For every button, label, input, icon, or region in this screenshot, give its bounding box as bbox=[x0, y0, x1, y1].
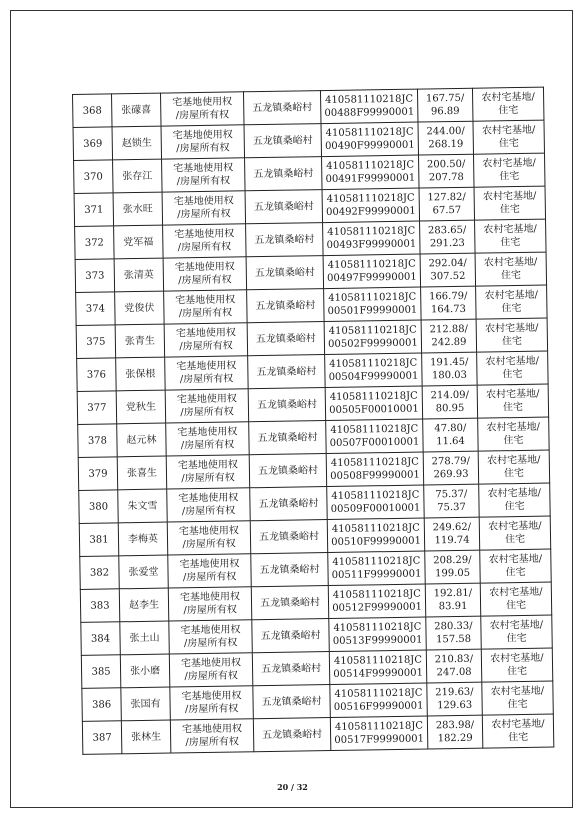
cell-parcel-code: 410581110218JC 00512F99990001 bbox=[328, 584, 426, 619]
cell-owner-name: 张土山 bbox=[120, 621, 170, 655]
cell-usage: 农村宅基地/ 住宅 bbox=[481, 615, 553, 649]
cell-right-type: 宅基地使用权 /房屋所有权 bbox=[166, 455, 250, 489]
registry-table bbox=[72, 87, 554, 755]
cell-usage: 农村宅基地/ 住宅 bbox=[473, 153, 545, 187]
cell-right-type: 宅基地使用权 /房屋所有权 bbox=[163, 224, 247, 258]
cell-right-type: 宅基地使用权 /房屋所有权 bbox=[167, 521, 251, 555]
cell-area: 210.83/ 247.08 bbox=[426, 649, 482, 683]
cell-right-type: 宅基地使用权 /房屋所有权 bbox=[168, 554, 252, 588]
cell-parcel-code: 410581110218JC 00492F99990001 bbox=[322, 188, 420, 223]
cell-usage: 农村宅基地/ 住宅 bbox=[479, 516, 551, 550]
cell-parcel-code: 410581110218JC 00514F99990001 bbox=[329, 650, 427, 685]
cell-number: 386 bbox=[82, 688, 122, 722]
cell-owner-name: 张国有 bbox=[121, 687, 171, 721]
cell-number: 370 bbox=[74, 160, 114, 194]
cell-area: 283.65/ 291.23 bbox=[420, 220, 476, 254]
cell-usage: 农村宅基地/ 住宅 bbox=[481, 648, 553, 682]
cell-number: 372 bbox=[75, 226, 115, 260]
cell-usage: 农村宅基地/ 住宅 bbox=[475, 252, 547, 286]
cell-owner-name: 党俊伏 bbox=[115, 291, 165, 325]
cell-usage: 农村宅基地/ 住宅 bbox=[473, 120, 545, 154]
cell-parcel-code: 410581110218JC 00497F99990001 bbox=[323, 254, 421, 289]
cell-area: 166.79/ 164.73 bbox=[421, 286, 477, 320]
cell-owner-name: 赵元林 bbox=[117, 423, 167, 457]
cell-usage: 农村宅基地/ 住宅 bbox=[480, 549, 552, 583]
cell-usage: 农村宅基地/ 住宅 bbox=[476, 285, 548, 319]
cell-location: 五龙镇桑峪村 bbox=[243, 91, 321, 125]
cell-number: 382 bbox=[80, 556, 120, 590]
cell-owner-name: 张礞喜 bbox=[112, 93, 162, 127]
cell-number: 371 bbox=[74, 193, 114, 227]
cell-parcel-code: 410581110218JC 00508F99990001 bbox=[326, 452, 424, 487]
cell-owner-name: 赵李生 bbox=[119, 588, 169, 622]
cell-location: 五龙镇桑峪村 bbox=[246, 256, 324, 290]
cell-area: 191.45/ 180.03 bbox=[422, 352, 478, 386]
cell-number: 374 bbox=[76, 292, 116, 326]
cell-location: 五龙镇桑峪村 bbox=[248, 355, 326, 389]
cell-parcel-code: 410581110218JC 00517F99990001 bbox=[330, 716, 428, 751]
cell-area: 127.82/ 67.57 bbox=[419, 187, 475, 221]
cell-area: 200.50/ 207.78 bbox=[419, 154, 475, 188]
cell-owner-name: 张清英 bbox=[114, 258, 164, 292]
cell-owner-name: 赵锁生 bbox=[112, 126, 162, 160]
cell-area: 244.00/ 268.19 bbox=[418, 121, 474, 155]
cell-usage: 农村宅基地/ 住宅 bbox=[478, 417, 550, 451]
cell-right-type: 宅基地使用权 /房屋所有权 bbox=[169, 653, 253, 687]
cell-right-type: 宅基地使用权 /房屋所有权 bbox=[164, 323, 248, 357]
cell-parcel-code: 410581110218JC 00505F00010001 bbox=[325, 386, 423, 421]
cell-usage: 农村宅基地/ 住宅 bbox=[478, 450, 550, 484]
cell-parcel-code: 410581110218JC 00516F99990001 bbox=[330, 683, 428, 718]
cell-owner-name: 李梅英 bbox=[118, 522, 168, 556]
cell-number: 373 bbox=[75, 259, 115, 293]
cell-right-type: 宅基地使用权 /房屋所有权 bbox=[162, 158, 246, 192]
cell-parcel-code: 410581110218JC 00504F99990001 bbox=[325, 353, 423, 388]
cell-area: 219.63/ 129.63 bbox=[427, 682, 483, 716]
cell-parcel-code: 410581110218JC 00507F00010001 bbox=[326, 419, 424, 454]
cell-location: 五龙镇桑峪村 bbox=[247, 322, 325, 356]
cell-area: 249.62/ 119.74 bbox=[424, 517, 480, 551]
cell-number: 380 bbox=[79, 490, 119, 524]
cell-location: 五龙镇桑峪村 bbox=[251, 553, 329, 587]
cell-location: 五龙镇桑峪村 bbox=[244, 124, 322, 158]
cell-owner-name: 党军福 bbox=[114, 225, 164, 259]
cell-parcel-code: 410581110218JC 00509F00010001 bbox=[327, 485, 425, 520]
cell-number: 383 bbox=[80, 589, 120, 623]
cell-usage: 农村宅基地/ 住宅 bbox=[477, 384, 549, 418]
cell-number: 375 bbox=[76, 325, 116, 359]
cell-area: 75.37/ 75.37 bbox=[424, 484, 480, 518]
cell-parcel-code: 410581110218JC 00493F99990001 bbox=[323, 221, 421, 256]
cell-usage: 农村宅基地/ 住宅 bbox=[479, 483, 551, 517]
cell-location: 五龙镇桑峪村 bbox=[247, 289, 325, 323]
cell-number: 368 bbox=[73, 94, 113, 128]
cell-parcel-code: 410581110218JC 00510F99990001 bbox=[327, 518, 425, 553]
cell-area: 283.98/ 182.29 bbox=[427, 715, 483, 749]
cell-area: 47.80/ 11.64 bbox=[423, 418, 479, 452]
cell-owner-name: 张保根 bbox=[116, 357, 166, 391]
cell-owner-name: 张喜生 bbox=[117, 456, 167, 490]
cell-parcel-code: 410581110218JC 00502F99990001 bbox=[324, 320, 422, 355]
cell-owner-name: 张爱堂 bbox=[119, 555, 169, 589]
cell-right-type: 宅基地使用权 /房屋所有权 bbox=[164, 290, 248, 324]
cell-location: 五龙镇桑峪村 bbox=[245, 157, 323, 191]
cell-usage: 农村宅基地/ 住宅 bbox=[482, 681, 554, 715]
cell-location: 五龙镇桑峪村 bbox=[252, 619, 330, 653]
cell-area: 292.04/ 307.52 bbox=[420, 253, 476, 287]
table-row bbox=[82, 714, 553, 754]
cell-location: 五龙镇桑峪村 bbox=[249, 421, 327, 455]
cell-right-type: 宅基地使用权 /房屋所有权 bbox=[161, 125, 245, 159]
cell-location: 五龙镇桑峪村 bbox=[249, 454, 327, 488]
cell-right-type: 宅基地使用权 /房屋所有权 bbox=[162, 191, 246, 225]
cell-location: 五龙镇桑峪村 bbox=[251, 586, 329, 620]
cell-owner-name: 朱文雪 bbox=[118, 489, 168, 523]
cell-area: 192.81/ 83.91 bbox=[425, 583, 481, 617]
cell-owner-name: 张水旺 bbox=[113, 192, 163, 226]
cell-owner-name: 张小磨 bbox=[120, 654, 170, 688]
cell-location: 五龙镇桑峪村 bbox=[245, 190, 323, 224]
cell-location: 五龙镇桑峪村 bbox=[250, 487, 328, 521]
cell-number: 379 bbox=[78, 457, 118, 491]
cell-owner-name: 党秋生 bbox=[116, 390, 166, 424]
cell-owner-name: 张存江 bbox=[113, 159, 163, 193]
cell-area: 167.75/ 96.89 bbox=[417, 88, 473, 122]
cell-usage: 农村宅基地/ 住宅 bbox=[480, 582, 552, 616]
cell-number: 384 bbox=[81, 622, 121, 656]
cell-right-type: 宅基地使用权 /房屋所有权 bbox=[169, 620, 253, 654]
cell-area: 212.88/ 242.89 bbox=[421, 319, 477, 353]
cell-number: 376 bbox=[77, 358, 117, 392]
cell-usage: 农村宅基地/ 住宅 bbox=[475, 219, 547, 253]
cell-area: 214.09/ 80.95 bbox=[422, 385, 478, 419]
cell-right-type: 宅基地使用权 /房屋所有权 bbox=[160, 92, 244, 126]
cell-usage: 农村宅基地/ 住宅 bbox=[472, 87, 544, 121]
cell-location: 五龙镇桑峪村 bbox=[248, 388, 326, 422]
cell-right-type: 宅基地使用权 /房屋所有权 bbox=[165, 356, 249, 390]
cell-usage: 农村宅基地/ 住宅 bbox=[482, 714, 554, 748]
cell-location: 五龙镇桑峪村 bbox=[253, 718, 331, 752]
cell-right-type: 宅基地使用权 /房屋所有权 bbox=[163, 257, 247, 291]
cell-number: 381 bbox=[79, 523, 119, 557]
cell-area: 280.33/ 157.58 bbox=[426, 616, 482, 650]
cell-parcel-code: 410581110218JC 00490F99990001 bbox=[321, 122, 419, 157]
cell-parcel-code: 410581110218JC 00488F99990001 bbox=[320, 89, 418, 124]
cell-right-type: 宅基地使用权 /房屋所有权 bbox=[170, 686, 254, 720]
registry-table-body bbox=[73, 87, 554, 754]
cell-right-type: 宅基地使用权 /房屋所有权 bbox=[170, 719, 254, 753]
cell-number: 385 bbox=[81, 655, 121, 689]
cell-usage: 农村宅基地/ 住宅 bbox=[477, 351, 549, 385]
cell-parcel-code: 410581110218JC 00501F99990001 bbox=[324, 287, 422, 322]
cell-area: 278.79/ 269.93 bbox=[423, 451, 479, 485]
cell-number: 387 bbox=[82, 721, 122, 755]
cell-right-type: 宅基地使用权 /房屋所有权 bbox=[167, 488, 251, 522]
cell-usage: 农村宅基地/ 住宅 bbox=[474, 186, 546, 220]
cell-location: 五龙镇桑峪村 bbox=[253, 685, 331, 719]
page-number: 20 / 32 bbox=[277, 782, 308, 792]
cell-right-type: 宅基地使用权 /房屋所有权 bbox=[166, 422, 250, 456]
cell-right-type: 宅基地使用权 /房屋所有权 bbox=[168, 587, 252, 621]
cell-area: 208.29/ 199.05 bbox=[425, 550, 481, 584]
cell-right-type: 宅基地使用权 /房屋所有权 bbox=[165, 389, 249, 423]
cell-location: 五龙镇桑峪村 bbox=[250, 520, 328, 554]
cell-parcel-code: 410581110218JC 00491F99990001 bbox=[322, 155, 420, 190]
cell-location: 五龙镇桑峪村 bbox=[246, 223, 324, 257]
cell-owner-name: 张青生 bbox=[115, 324, 165, 358]
cell-number: 377 bbox=[77, 391, 117, 425]
cell-location: 五龙镇桑峪村 bbox=[252, 652, 330, 686]
cell-usage: 农村宅基地/ 住宅 bbox=[476, 318, 548, 352]
cell-number: 369 bbox=[73, 127, 113, 161]
cell-parcel-code: 410581110218JC 00513F99990001 bbox=[329, 617, 427, 652]
cell-owner-name: 张林生 bbox=[121, 720, 171, 754]
cell-number: 378 bbox=[78, 424, 118, 458]
cell-parcel-code: 410581110218JC 00511F99990001 bbox=[328, 551, 426, 586]
